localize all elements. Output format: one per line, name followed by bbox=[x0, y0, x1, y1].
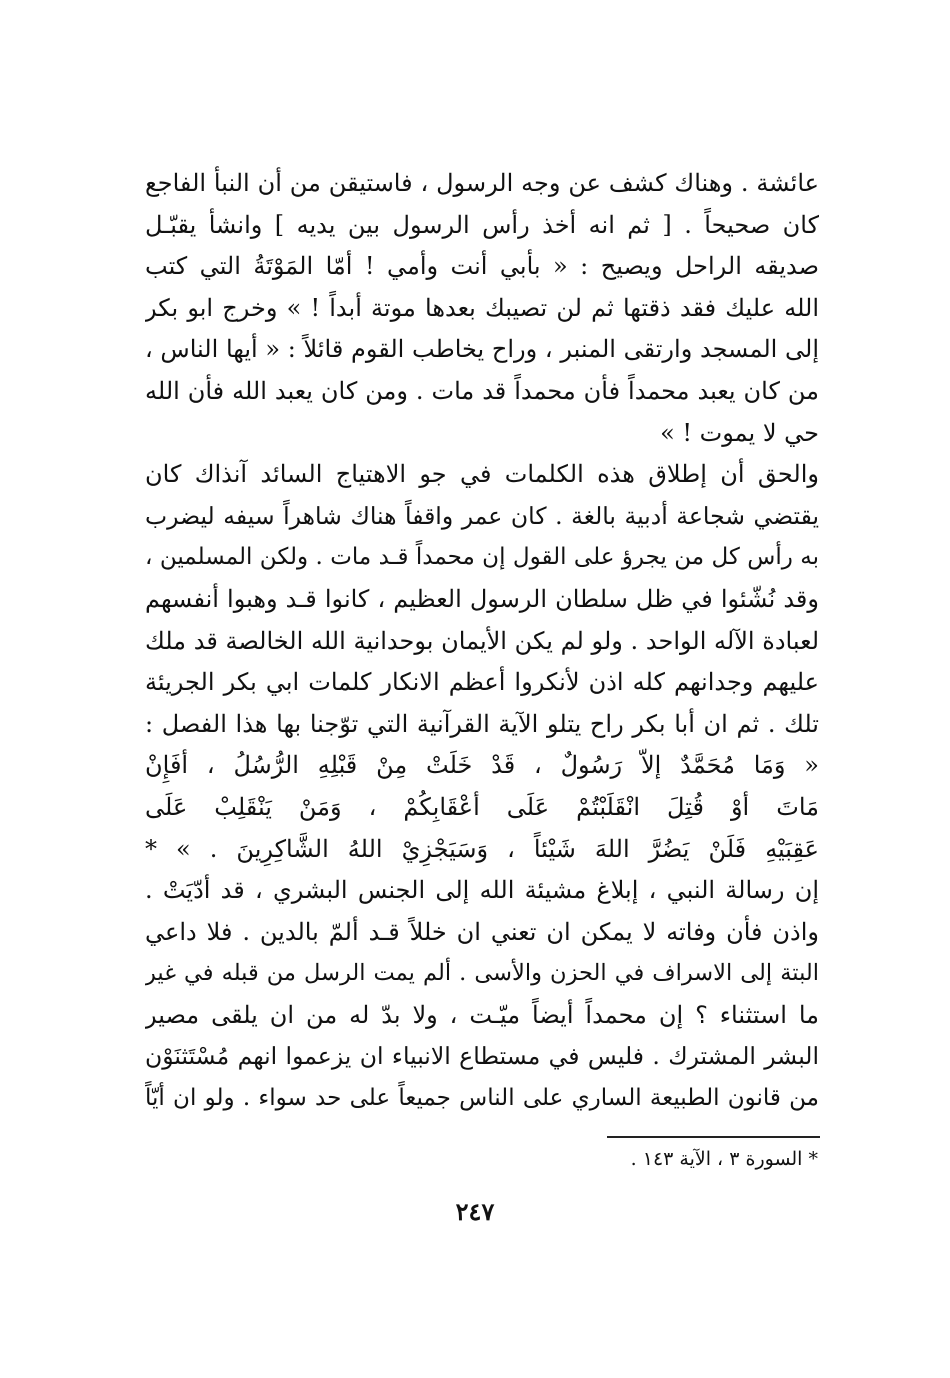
quran-verse-line: « وَمَا مُحَمَّدٌ إلاّ رَسُولٌ ، قَدْ خَلَتْ مِنْ قَبْلِهِ الرُّسُلُ ، أفَإِنْ bbox=[145, 751, 819, 780]
text-line: البتة إلى الاسراف في الحزن والأسى . ألم يمت الرسل من قبله في غير bbox=[145, 960, 819, 987]
text-line: صديقه الراحل ويصيح : « بأبي أنت وأمي ! أمّا المَوْتَةُ التي كتب bbox=[145, 252, 819, 281]
text-line: إن رسالة النبي ، إبلاغ مشيئة الله إلى الجنس البشري ، قد أدّيَتْ . bbox=[145, 876, 819, 905]
text-line: يقتضي شجاعة أدبية بالغة . كان عمر واقفاً هناك شاهراً سيفه ليضرب bbox=[145, 501, 819, 530]
text-line: إلى المسجد وارتقى المنبر ، وراح يخاطب القوم قائلاً : « أيها الناس ، bbox=[145, 335, 819, 364]
footnote-divider bbox=[607, 1136, 820, 1138]
footnote: * السورة ٣ ، الآية ١٤٣ . bbox=[630, 1148, 818, 1170]
text-line: عليهم وجدانهم كله اذن لأنكروا أعظم الانكار كلمات ابي بكر الجريئة bbox=[145, 668, 819, 697]
text-line: والحق أن إطلاق هذه الكلمات في جو الاهتياج السائد آنذاك كان bbox=[145, 460, 819, 489]
body-text bbox=[145, 163, 819, 1120]
text-line: عائشة . وهناك كشف عن وجه الرسول ، فاستيقن من أن النبأ الفاجع bbox=[145, 169, 819, 197]
text-line: به رأس كل من يجرؤ على القول إن محمداً قـد مات . ولكن المسلمين ، bbox=[145, 544, 819, 571]
quran-verse-line: مَاتَ أوْ قُتِلَ انْقَلَبْتُمْ عَلَى أعْقَابِكُمْ ، وَمَنْ يَنْقَلِبْ عَلَى bbox=[145, 792, 819, 821]
text-line: البشر المشترك . فليس في مستطاع الانبياء ان يزعموا انهم مُسْتَثنَوْن bbox=[145, 1042, 819, 1071]
page-number: ٢٤٧ bbox=[455, 1197, 495, 1226]
text-line: واذن فأن وفاته لا يمكن ان تعني ان خللاً قـد ألمّ بالدين . فلا داعي bbox=[145, 917, 819, 946]
text-line: الله عليك فقد ذقتها ثم لن تصيبك بعدها موتة أبداً ! » وخرج ابو بكر bbox=[145, 293, 819, 322]
text-line: تلك . ثم ان أبا بكر راح يتلو الآية القرآنية التي توّجنا بها هذا الفصل : bbox=[145, 709, 819, 738]
text-line: من قانون الطبيعة الساري على الناس جميعاً على حد سواء . ولو ان أيّاً bbox=[145, 1085, 819, 1112]
text-line: لعبادة الآله الواحد . ولو لم يكن الأيمان بوحدانية الله الخالصة قد ملك bbox=[145, 626, 819, 655]
text-line: من كان يعبد محمداً فأن محمداً قد مات . ومن كان يعبد الله فأن الله bbox=[145, 376, 819, 405]
text-line: وقد نُشّئوا في ظل سلطان الرسول العظيم ، كانوا قـد وهبوا أنفسهم bbox=[145, 584, 819, 613]
text-line: كان صحيحاً . [ ثم انه أخذ رأس الرسول بين يديه ] وانشأ يقبّـل bbox=[145, 210, 819, 239]
text-line: حي لا يموت ! » bbox=[660, 418, 819, 447]
text-line: ما استثناء ؟ إن محمداً أيضاً ميّـت ، ولا بدّ له من ان يلقى مصير bbox=[145, 1000, 819, 1029]
quran-verse-line: عَقِبَيْهِ فَلَنْ يَضُرَّ اللهَ شَيْئاً ، وَسَيَجْزِيْ اللهُ الشَّاكِرِينَ . » * bbox=[145, 834, 819, 863]
